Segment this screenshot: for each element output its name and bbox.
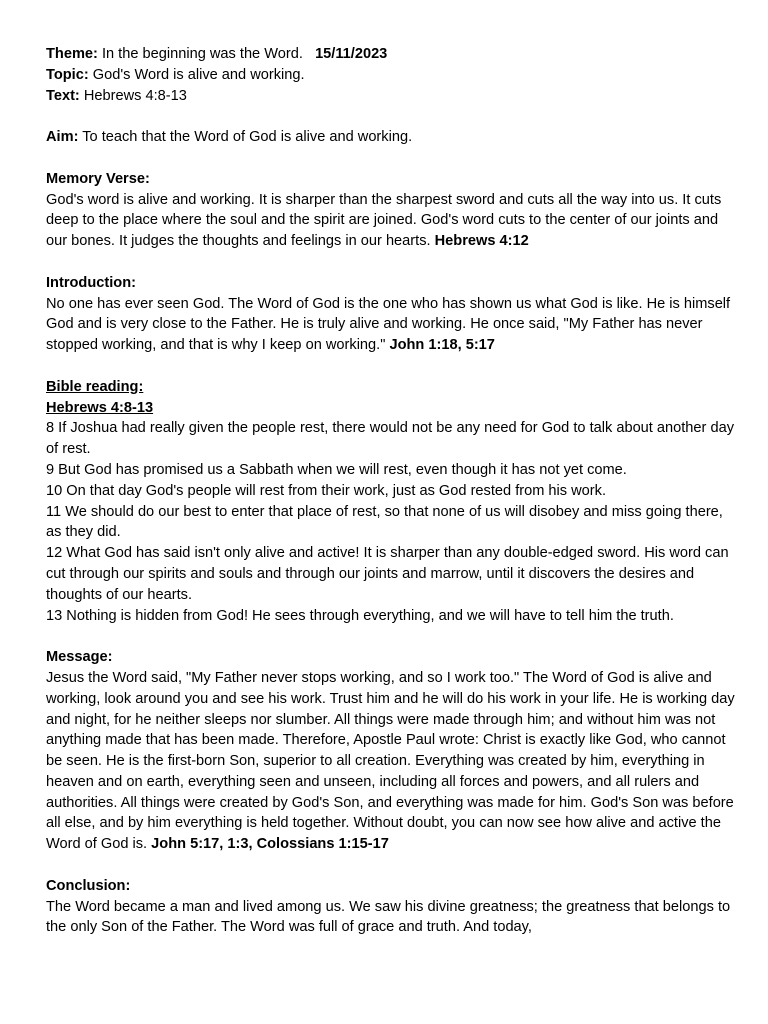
message-heading <box>46 647 736 668</box>
theme-line <box>46 44 736 65</box>
document-page <box>46 44 736 938</box>
message-ref: John 5:17, 1:3, Colossians 1:15-17 <box>151 836 389 853</box>
bible-reading-heading-text: Bible reading: <box>46 378 144 395</box>
text-label: Text: <box>46 87 80 104</box>
verse-item: 9 But God has promised us a Sabbath when we will rest, even though it has not yet come. <box>46 461 627 478</box>
text-ref: Hebrews 4:8-13 <box>79 87 187 104</box>
memory-verse-text: God's word is alive and working. It is sharper than the sharpest sword and cuts all the way into us. It cuts deep to the place where the soul and the spirit are joined. God's word cuts to the center of our joints and our bones. It judges the thoughts and feelings in our hearts. <box>46 191 722 250</box>
topic-text: God's Word is alive and working. <box>88 66 305 83</box>
conclusion-heading-text: Conclusion: <box>46 877 131 894</box>
bible-reading-passage <box>46 398 736 419</box>
verse-item: 12 What God has said isn't only alive and active! It is sharper than any double-edged sword. His word can cut through our spirits and souls and through our joints and marrow, until it discovers the desires and thoughts of our hearts. <box>46 545 729 603</box>
message-heading-text: Message: <box>46 649 113 666</box>
introduction-text: No one has ever seen God. The Word of God is the one who has shown us what God is like. He is himself God and is very close to the Father. He is truly alive and working. He once said, "My Father has never stopped working, and that is why I keep on working." <box>46 295 731 354</box>
verse-item: 13 Nothing is hidden from God! He sees through everything, and we will have to tell him the truth. <box>46 607 674 624</box>
message-paragraph <box>46 668 736 855</box>
aim-label: Aim: <box>46 129 79 146</box>
conclusion-paragraph: The Word became a man and lived among us. We saw his divine greatness; the greatness that belongs to the only Son of the Father. The Word was full of grace and truth. And today, <box>46 898 731 936</box>
verse-item: 11 We should do our best to enter that place of rest, so that none of us will disobey and miss going there, as they did. <box>46 503 723 541</box>
bible-reading-heading <box>46 377 736 398</box>
introduction-heading <box>46 273 736 294</box>
introduction-paragraph <box>46 294 736 356</box>
verse-item: 8 If Joshua had really given the people rest, there would not be any need for God to talk about another day of rest. <box>46 420 734 458</box>
text-line <box>46 86 736 107</box>
introduction-ref: John 1:18, 5:17 <box>389 337 495 354</box>
memory-verse-heading <box>46 169 736 190</box>
memory-verse-ref: Hebrews 4:12 <box>434 233 529 250</box>
date: 15/11/2023 <box>315 46 388 62</box>
message-text: Jesus the Word said, "My Father never stops working, and so I work too." The Word of God is alive and working, look around you and see his work. Trust him and he will do his work in your life. He is working day and night, for he neither sleeps nor slumber. All things were made through him; and without him was not anything made that has been made. Therefore, Apostle Paul wrote: Christ is exactly like God, who cannot be seen. He is the first-born Son, superior to all creation. Everything was created by him, everything in heaven and on earth, everything seen and unseen, including all forces and powers, and all rulers and authorities. All things were created by God's Son, and everything was made for him. God's Son was before all else, and by him everything is held together. Without doubt, you can now see how alive and active the Word of God is. <box>46 669 735 853</box>
theme-label: Theme: <box>46 46 98 62</box>
memory-verse-heading-text: Memory Verse: <box>46 170 150 187</box>
bible-reading-passage-text: Hebrews 4:8-13 <box>46 399 154 416</box>
memory-verse-paragraph <box>46 190 736 252</box>
verse-item: 10 On that day God's people will rest from their work, just as God rested from his work. <box>46 482 607 499</box>
theme-text: In the beginning was the Word. <box>97 46 316 62</box>
conclusion-heading <box>46 876 736 897</box>
topic-line <box>46 65 736 86</box>
aim-line <box>46 127 736 148</box>
aim-text: To teach that the Word of God is alive and working. <box>78 129 413 146</box>
topic-label: Topic: <box>46 66 89 83</box>
introduction-heading-text: Introduction: <box>46 274 136 291</box>
